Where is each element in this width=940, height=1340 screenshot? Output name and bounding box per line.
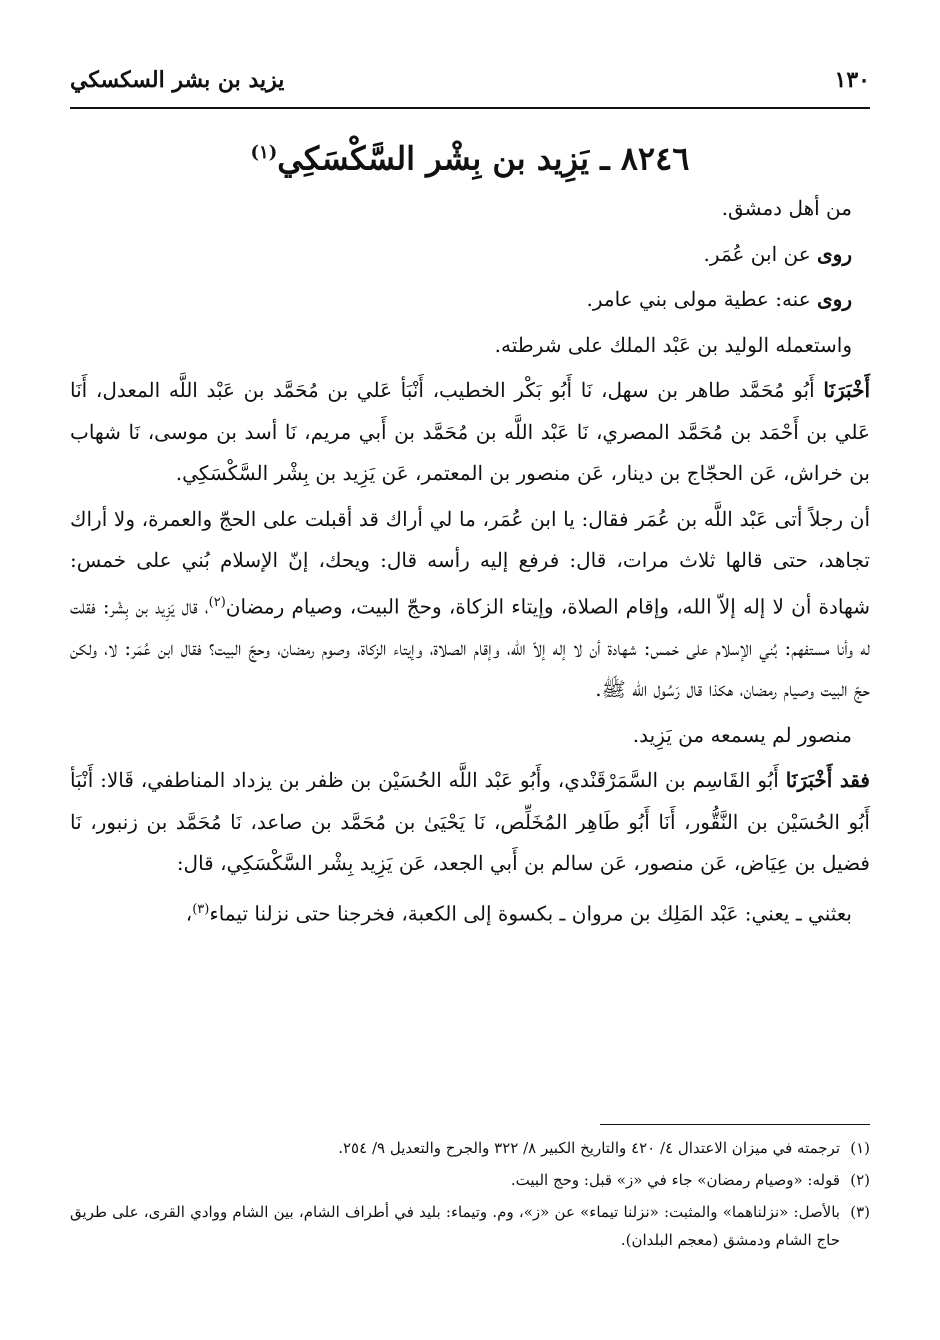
lead-word: روى bbox=[817, 287, 852, 311]
paragraph-text: عن ابن عُمَر. bbox=[703, 241, 818, 266]
footnote-item bbox=[70, 1166, 870, 1194]
paragraph-text: ، قال يَزِيد بن بِشْر: فقلت له وأنا مستفهم: بُني الإسلام على خمس: شهادة أن لا إله إلاّ الله، وإقام الصلاة، وإيتاء الزكاة، وصوم رمضان، وحجّ البيت؟ فقال ابن عُمَر: لا، ولكن حجّ البيت وصيام رمضان، هكذا قال رَسُول الله ﷺ. bbox=[70, 594, 870, 702]
paragraph-appointment bbox=[70, 325, 870, 367]
paragraph-narrated-from bbox=[70, 234, 870, 276]
paragraph-narrated-by bbox=[70, 279, 870, 321]
footnote-rule bbox=[600, 1124, 870, 1125]
lead-word: أَخْبَرَنَا bbox=[823, 378, 870, 402]
entry-title-footnote-ref: (١) bbox=[250, 142, 278, 163]
footnote-item bbox=[70, 1134, 870, 1162]
lead-word: فقد أَخْبَرَنَا bbox=[785, 768, 870, 793]
footnote-text: ترجمته في ميزان الاعتدال ٤/ ٤٢٠ والتاريخ الكبير ٨/ ٣٢٢ والجرح والتعديل ٩/ ٢٥٤. bbox=[338, 1139, 840, 1157]
entry-title-text: ٨٢٤٦ ـ يَزِيد بن بِشْر السَّكْسَكِي bbox=[277, 139, 690, 178]
paragraph-text: بعثني ـ يعني: عَبْد المَلِك بن مروان ـ بكسوة إلى الكعبة، فخرجنا حتى نزلنا تيماء bbox=[209, 901, 852, 926]
paragraph-origin bbox=[70, 188, 870, 230]
footnote-number: (٣) bbox=[850, 1203, 870, 1221]
footnote-text: قوله: «وصيام رمضان» جاء في «ز» قبل: وحج البيت. bbox=[510, 1171, 840, 1189]
paragraph-text: واستعمله الوليد بن عَبْد الملك على شرطته. bbox=[494, 332, 852, 357]
main-text bbox=[70, 188, 870, 939]
page-number: ١٣٠ bbox=[834, 67, 870, 93]
paragraph-isnad-1 bbox=[70, 370, 870, 495]
footnote-ref-2: (٢) bbox=[208, 594, 226, 610]
lead-word: روى bbox=[817, 241, 852, 266]
footnote-ref-3: (٣) bbox=[192, 901, 210, 917]
paragraph-isnad-2 bbox=[70, 760, 870, 885]
paragraph-text: أَبُو مُحَمَّد طاهر بن سهل، نَا أَبُو بَكْر الخطيب، أَنْبَأ عَلي بن مُحَمَّد بن عَبْد اللَّه المعدل، أَنَا عَلي بن أَحْمَد بن مُحَمَّد المصري، نَا عَبْد اللَّه بن مُحَمَّد بن أَبي مريم، نَا أسد بن موسى، نَا شهاب بن خراش، عَن الحجّاج بن دينار، عَن منصور بن المعتمر، عَن يَزِيد بن بِشْر السَّكْسَكِي. bbox=[70, 378, 870, 485]
paragraph-narration bbox=[70, 889, 870, 935]
paragraph-text: أن رجلاً أتى عَبْد اللَّه بن عُمَر فقال: يا ابن عُمَر، ما لي أراك قد أقبلت على الحجّ والعمرة، ولا أراك تجاهد، حتى قالها ثلاث مرات، قال: فرفع إليه رأسه قال: ويحك، إنّ الإسلام بُني على خمس: شهادة أن لا إله إلاّ الله، وإقام الصلاة، وإيتاء الزكاة، وحجّ البيت، وصيام رمضان bbox=[70, 506, 871, 619]
footnotes bbox=[70, 1134, 870, 1258]
running-header bbox=[70, 60, 870, 100]
paragraph-hadith bbox=[70, 499, 870, 711]
footnote-text: بالأصل: «نزلناهما» والمثبت: «نزلنا تيماء» عن «ز»، وم. وتيماء: بليد في أطراف الشام، بين الشام ووادي القرى، على طريق حاج الشام ودمشق (معجم البلدان). bbox=[70, 1203, 840, 1249]
header-rule bbox=[70, 107, 870, 109]
paragraph-text: منصور لم يسمعه من يَزِيد. bbox=[632, 722, 852, 747]
paragraph-text: ، bbox=[185, 901, 193, 926]
footnote-number: (١) bbox=[850, 1139, 870, 1157]
paragraph-text: أَبُو القَاسِم بن السَّمَرْقَنْدي، وأَبُو عَبْد اللَّه الحُسَيْن بن ظفر بن يزداد المناطفي، قَالا: أَنْبَأ أَبُو الحُسَيْن بن النَّقُّور، أَنَا أَبُو طَاهِر المُخَلِّص، نَا يَحْيَىٰ بن مُحَمَّد بن صاعد، نَا مُحَمَّد بن زنبور، نَا فضيل بن عِيَاض، عَن منصور، عَن سالم بن أَبي الجعد، عَن يَزِيد بِشْر السَّكْسَكِي، قال: bbox=[70, 768, 870, 876]
footnote-item bbox=[70, 1198, 870, 1254]
paragraph-text: عنه: عطية مولى بني عامر. bbox=[586, 287, 818, 311]
paragraph-remark bbox=[70, 715, 870, 757]
paragraph-origin-text: من أهل دمشق. bbox=[721, 196, 852, 220]
footnote-number: (٢) bbox=[850, 1171, 870, 1189]
entry-title bbox=[70, 128, 870, 184]
running-title: يزيد بن بشر السكسكي bbox=[70, 67, 285, 93]
